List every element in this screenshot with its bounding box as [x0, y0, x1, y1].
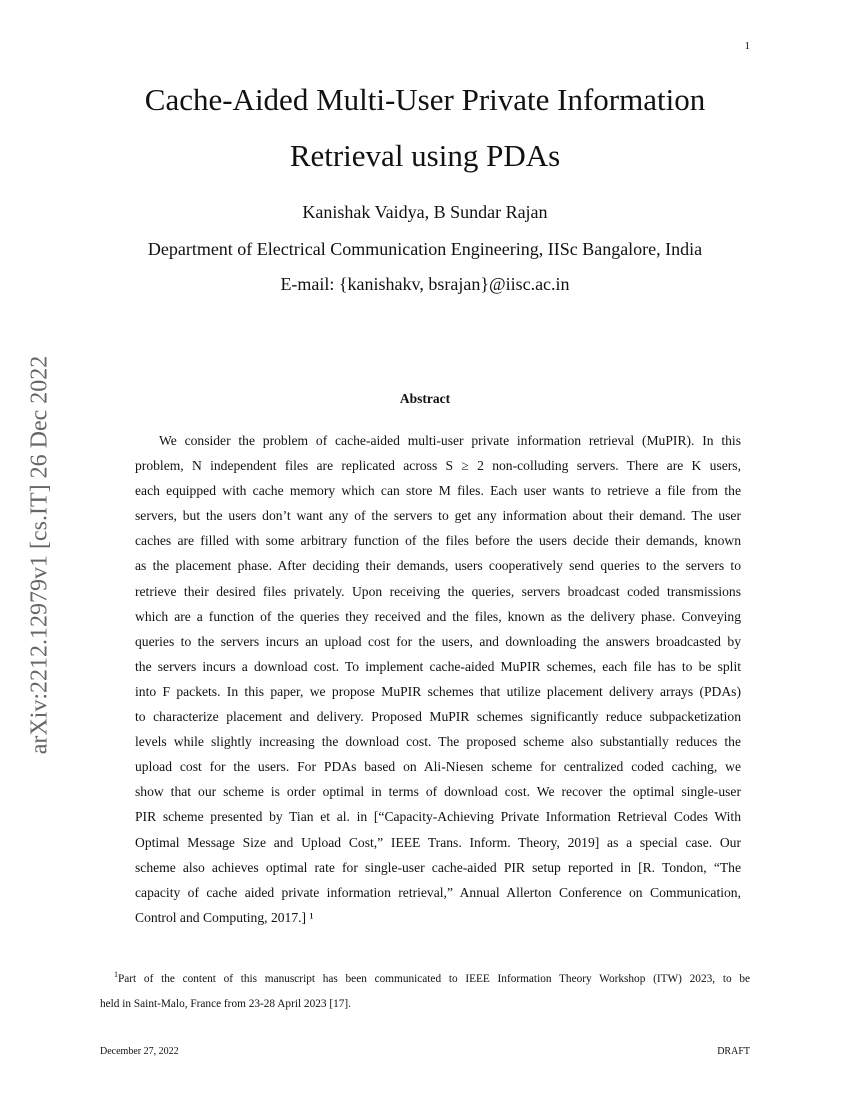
abstract-line: show that our scheme is order optimal in terms of download cost. We recover the optimal single-user — [135, 784, 741, 800]
affiliation: Department of Electrical Communication Engineering, IISc Bangalore, India — [147, 239, 703, 259]
abstract-line: We consider the problem of cache-aided multi-user private information retrieval (MuPIR). In this — [159, 433, 741, 448]
title-line-2: Retrieval using PDAs — [289, 138, 561, 173]
abstract-line: levels while slightly increasing the download cost. The proposed scheme also substantially reduces the — [135, 734, 741, 750]
abstract-line: PIR scheme presented by Tian et al. in [“Capacity-Achieving Private Information Retrieval Codes With — [135, 809, 741, 825]
abstract-line: into F packets. In this paper, we propose MuPIR schemes that utilize placement delivery arrays (PDAs) — [135, 683, 741, 699]
abstract-line: each equipped with cache memory which can store M files. Each user wants to retrieve a file from the — [135, 483, 741, 499]
abstract-heading: Abstract — [399, 391, 451, 406]
page-number: 1 — [744, 40, 750, 52]
abstract-line: Control and Computing, 2017.] ¹ — [135, 909, 314, 925]
abstract-body — [135, 428, 741, 930]
email: E-mail: {kanishakv, bsrajan}@iisc.ac.in — [280, 274, 570, 294]
footnote-line-1: Part of the content of this manuscript has been communicated to IEEE Information Theory Workshop (ITW) 2023, to be — [118, 972, 750, 985]
footer-date: December 27, 2022 — [100, 1046, 179, 1057]
abstract-line: upload cost for the users. For PDAs based on Ali-Niesen scheme for centralized coded caching, we — [135, 759, 741, 775]
abstract-line: Optimal Message Size and Upload Cost,” IEEE Trans. Inform. Theory, 2019] as a special case. Our — [135, 834, 741, 850]
abstract-line: queries to the servers incurs an upload cost for the users, and downloading the answers broadcasted by — [135, 633, 741, 649]
abstract-line: problem, N independent files are replicated across S ≥ 2 non-colluding servers. There are K users, — [135, 458, 741, 474]
abstract-line: capacity of cache aided private information retrieval,” Annual Allerton Conference on Communication, — [135, 884, 741, 900]
footer-status: DRAFT — [717, 1046, 750, 1057]
footnote — [100, 962, 750, 1017]
footnote-line-2: held in Saint-Malo, France from 23-28 April 2023 [17]. — [100, 997, 351, 1010]
title-line-1: Cache-Aided Multi-User Private Information — [144, 82, 706, 117]
abstract-line: servers, but the users don’t want any of the servers to get any information about their demand. The user — [135, 508, 741, 524]
abstract-line: to characterize placement and delivery. Proposed MuPIR schemes significantly reduce subpacketization — [135, 709, 741, 725]
authors: Kanishak Vaidya, B Sundar Rajan — [302, 202, 548, 222]
abstract-line: the servers incurs a download cost. To implement cache-aided MuPIR schemes, each file has to be split — [135, 658, 741, 674]
abstract-line: which are a function of the queries they received and the files, known as the delivery phase. Conveying — [135, 608, 741, 624]
footnote-mark: 1 — [114, 970, 118, 979]
abstract-line: scheme also achieves optimal rate for single-user cache-aided PIR setup reported in [R. Tondon, “The — [135, 859, 741, 875]
abstract-line: as the placement phase. After deciding their demands, users cooperatively send queries to the servers to — [135, 558, 741, 574]
abstract-line: caches are filled with some arbitrary function of the files before the users decide their demands, known — [135, 533, 741, 549]
abstract-line: retrieve their desired files privately. Upon receiving the queries, servers broadcast coded transmissions — [135, 583, 741, 599]
arxiv-identifier: arXiv:2212.12979v1 [cs.IT] 26 Dec 2022 — [26, 355, 53, 755]
